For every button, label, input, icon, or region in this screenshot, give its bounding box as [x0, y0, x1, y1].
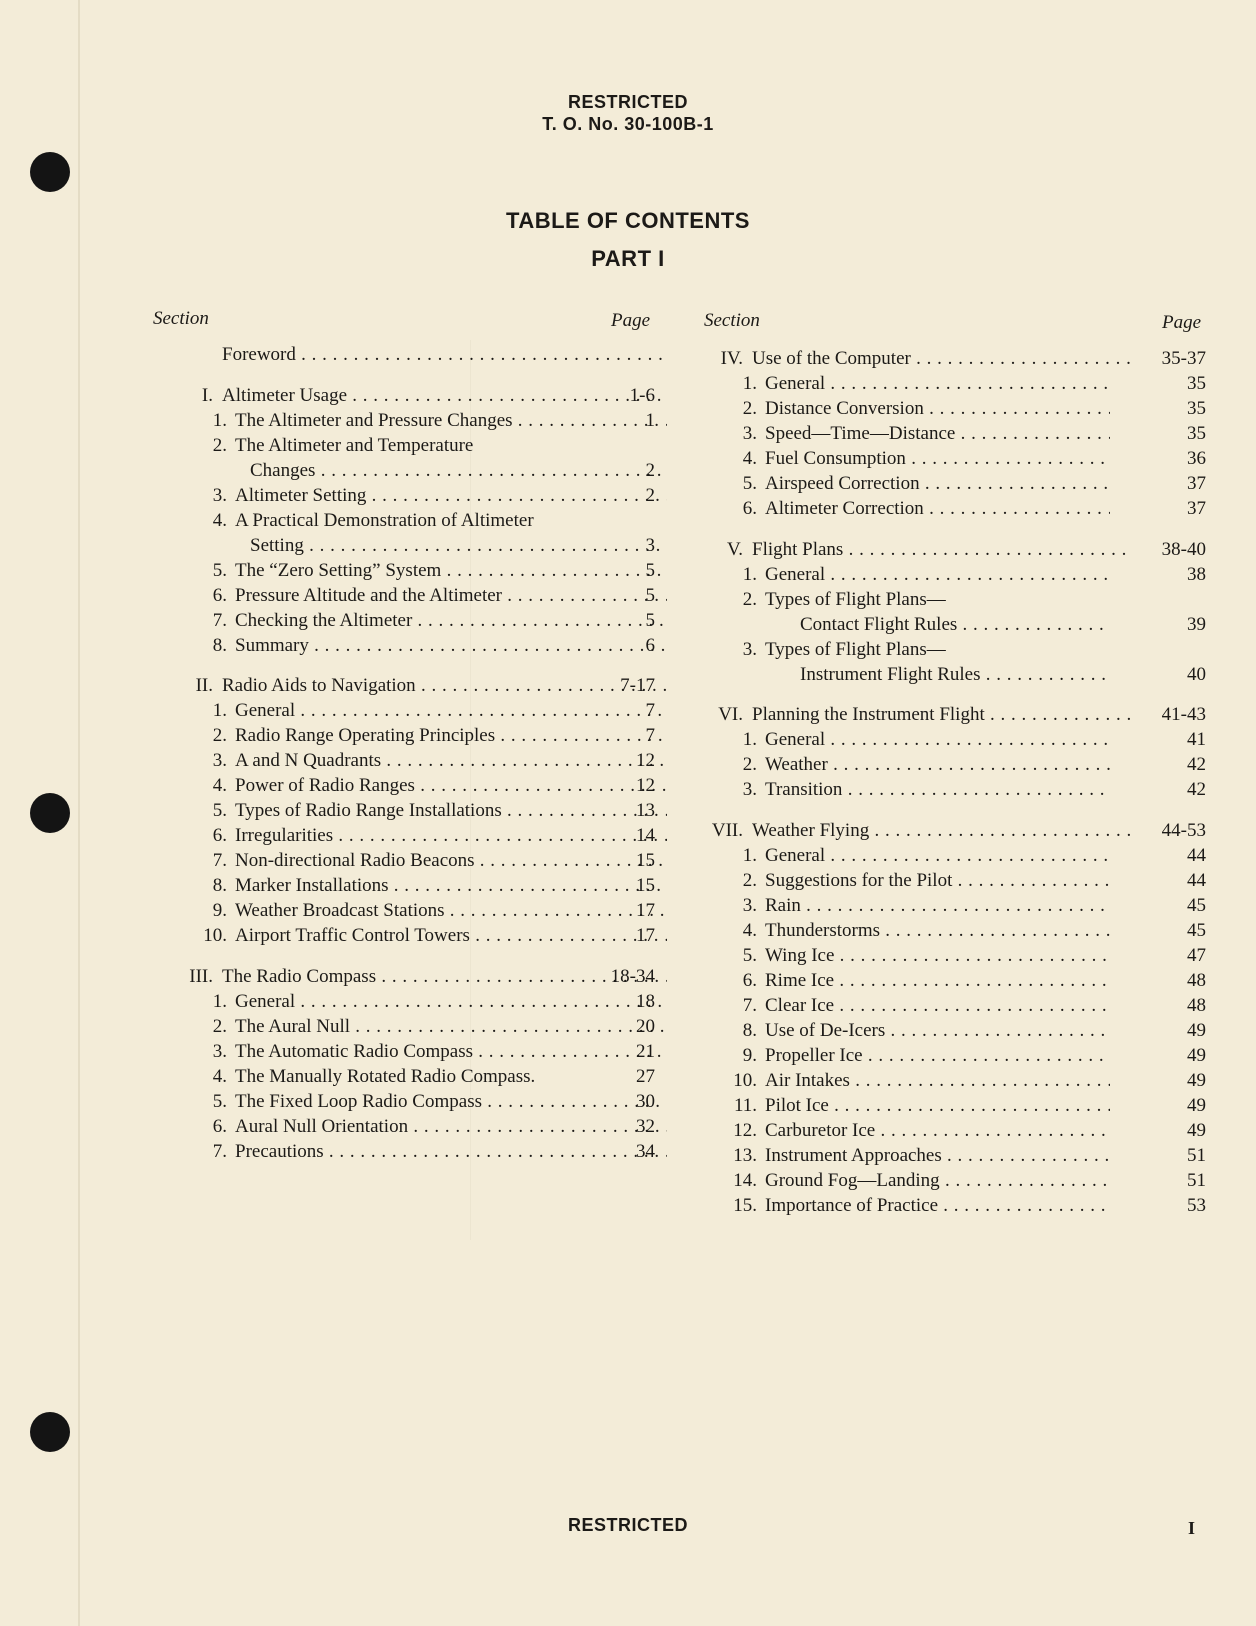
toc-entry	[150, 723, 655, 748]
section-title: Altimeter Usage . . .	[222, 383, 667, 408]
entry-page: 35	[1187, 423, 1206, 444]
toc-entry	[680, 843, 1206, 868]
toc-section-heading	[680, 537, 1206, 562]
section-numeral: I.	[201, 384, 213, 406]
entry-page: 37	[1187, 473, 1206, 494]
entry-number: 1.	[742, 373, 757, 394]
toc-entry	[680, 893, 1206, 918]
toc-section-heading	[150, 383, 655, 408]
entry-number: 13.	[733, 1144, 757, 1166]
entry-page: 44	[1187, 869, 1206, 891]
toc-entry	[150, 1139, 655, 1164]
entry-number: 2.	[212, 1015, 227, 1037]
entry-title-continued: Changes . . .	[250, 458, 667, 483]
entry-page: 12	[636, 750, 655, 771]
entry-number: 3.	[742, 638, 757, 660]
section-page-range: 44-53	[1161, 819, 1206, 841]
toc-section	[150, 383, 655, 658]
entry-number: 8.	[742, 1019, 757, 1041]
entry-page: 38	[1187, 563, 1206, 585]
entry-page: 42	[1187, 779, 1206, 800]
toc-entry	[150, 583, 655, 608]
entry-title: Non-directional Radio Beacons . . .	[235, 848, 667, 873]
section-page-range: 35-37	[1161, 348, 1206, 369]
toc-entry	[150, 1014, 655, 1039]
entry-title: Transition . . .	[765, 777, 1110, 802]
entry-page: 34	[636, 1140, 655, 1162]
section-page-range: 41-43	[1161, 704, 1206, 725]
entry-title: Instrument Approaches . . .	[765, 1143, 1110, 1168]
section-title: The Radio Compass . . .	[222, 964, 667, 989]
entry-title: Airspeed Correction . . .	[765, 471, 1110, 496]
entry-number: 4.	[742, 448, 757, 469]
entry-title: Speed—Time—Distance . . .	[765, 421, 1110, 446]
entry-page: 2	[645, 459, 655, 481]
toc-left-column	[150, 342, 655, 1179]
toc-entry	[150, 483, 655, 508]
toc-entry	[680, 1143, 1206, 1168]
header-document-number: T. O. No. 30-100B-1	[542, 114, 714, 134]
entry-page: 20	[636, 1015, 655, 1037]
entry-page: 45	[1187, 894, 1206, 916]
entry-page: 15	[636, 875, 655, 896]
entry-title: Rime Ice . . .	[765, 968, 1110, 993]
section-numeral: III.	[189, 965, 213, 987]
entry-title: The Aural Null . . .	[235, 1014, 667, 1039]
entry-number: 4.	[742, 919, 757, 941]
entry-number: 6.	[742, 498, 757, 519]
entry-page: 49	[1187, 1069, 1206, 1091]
entry-title: Suggestions for the Pilot . . .	[765, 868, 1110, 893]
toc-entry	[680, 1068, 1206, 1093]
entry-title: Altimeter Correction . . .	[765, 496, 1110, 521]
entry-page: 51	[1187, 1144, 1206, 1166]
toc-entry	[150, 748, 655, 773]
entry-page: 36	[1187, 448, 1206, 469]
entry-title: Propeller Ice . . .	[765, 1043, 1110, 1068]
entry-number: 9.	[742, 1044, 757, 1066]
toc-section-heading	[680, 818, 1206, 843]
entry-page: 51	[1187, 1169, 1206, 1191]
toc-section-heading	[150, 964, 655, 989]
toc-entry	[680, 993, 1206, 1018]
entry-title: Rain . . .	[765, 893, 1110, 918]
entry-page: 5	[645, 584, 655, 606]
toc-entry	[680, 727, 1206, 752]
entry-title: Thunderstorms . . .	[765, 918, 1110, 943]
entry-number: 14.	[733, 1169, 757, 1191]
entry-title: Precautions . . .	[235, 1139, 667, 1164]
entry-number: 7.	[212, 850, 227, 871]
entry-title: The Automatic Radio Compass . . .	[235, 1039, 667, 1064]
toc-entry	[150, 1039, 655, 1064]
toc-entry	[150, 848, 655, 873]
entry-number: 12.	[733, 1119, 757, 1141]
entry-title: Importance of Practice . . .	[765, 1193, 1110, 1218]
entry-number: 6.	[212, 1115, 227, 1137]
entry-number: 1.	[742, 563, 757, 585]
entry-number: 5.	[742, 944, 757, 966]
page-fold-line	[78, 0, 80, 1626]
entry-title: Wing Ice . . .	[765, 943, 1110, 968]
section-numeral: VII.	[711, 819, 743, 841]
toc-entry	[150, 989, 655, 1014]
section-numeral: VI.	[718, 704, 743, 725]
entry-number: 1.	[742, 729, 757, 750]
entry-page: 37	[1187, 498, 1206, 519]
entry-title: A Practical Demonstration of Altimeter	[235, 509, 534, 531]
entry-title: Weather . . .	[765, 752, 1110, 777]
entry-number: 6.	[212, 825, 227, 846]
entry-title: General . . .	[765, 843, 1110, 868]
entry-page: 7	[645, 700, 655, 721]
entry-title: The Fixed Loop Radio Compass . . .	[235, 1089, 667, 1114]
left-page-header: Page	[611, 310, 651, 331]
entry-page: 35	[1187, 398, 1206, 419]
entry-number: 5.	[212, 800, 227, 821]
section-title: Foreword . . .	[222, 342, 667, 367]
toc-entry	[680, 421, 1206, 446]
toc-section	[150, 964, 655, 1164]
toc-section-heading	[680, 702, 1206, 727]
entry-number: 3.	[212, 484, 227, 506]
section-page-range: 1-6	[629, 384, 655, 406]
entry-title: Use of De-Icers . . .	[765, 1018, 1110, 1043]
toc-entry	[150, 1064, 655, 1089]
toc-entry	[680, 471, 1206, 496]
entry-number: 3.	[742, 779, 757, 800]
entry-title: Altimeter Setting . . .	[235, 483, 667, 508]
entry-title: Carburetor Ice . . .	[765, 1118, 1110, 1143]
entry-title: Types of Radio Range Installations . . .	[235, 798, 667, 823]
entry-number: 2.	[212, 725, 227, 746]
entry-page: 39	[1187, 613, 1206, 635]
entry-page: 53	[1187, 1194, 1206, 1216]
entry-title: General . . .	[765, 727, 1110, 752]
toc-entry	[680, 968, 1206, 993]
entry-page: 5	[645, 559, 655, 581]
toc-entry	[680, 1168, 1206, 1193]
entry-number: 8.	[212, 634, 227, 656]
entry-title: The Manually Rotated Radio Compass.	[235, 1065, 536, 1087]
entry-title: Distance Conversion . . .	[765, 396, 1110, 421]
toc-entry	[150, 408, 655, 433]
entry-page: 21	[636, 1040, 655, 1062]
entry-number: 1.	[212, 990, 227, 1012]
entry-number: 3.	[742, 423, 757, 444]
entry-title-continued: Setting . . .	[250, 533, 667, 558]
entry-number: 6.	[212, 584, 227, 606]
entry-page: 15	[636, 850, 655, 871]
entry-number: 4.	[212, 1065, 227, 1087]
entry-number: 9.	[212, 900, 227, 921]
entry-number: 5.	[212, 1090, 227, 1112]
entry-number: 7.	[742, 994, 757, 1016]
toc-entry	[680, 1093, 1206, 1118]
section-numeral: V.	[726, 538, 743, 560]
entry-page: 32	[636, 1115, 655, 1137]
toc-entry	[150, 433, 655, 458]
entry-number: 2.	[742, 869, 757, 891]
entry-title: Ground Fog—Landing . . .	[765, 1168, 1110, 1193]
entry-number: 3.	[742, 894, 757, 916]
toc-entry	[680, 777, 1206, 802]
entry-number: 10.	[203, 925, 227, 946]
toc-entry	[150, 823, 655, 848]
entry-number: 7.	[212, 609, 227, 631]
footer-classification: RESTRICTED	[567, 1515, 688, 1535]
section-title: Planning the Instrument Flight . . .	[752, 702, 1130, 727]
entry-page: 27	[636, 1065, 655, 1087]
entry-title: Checking the Altimeter . . .	[235, 608, 667, 633]
entry-title: General . . .	[235, 989, 667, 1014]
entry-page: 48	[1187, 969, 1206, 991]
entry-title: Radio Range Operating Principles . . .	[235, 723, 667, 748]
entry-page: 44	[1187, 844, 1206, 866]
toc-entry	[680, 1193, 1206, 1218]
toc-entry	[150, 773, 655, 798]
entry-number: 3.	[212, 1040, 227, 1062]
toc-entry	[680, 637, 1206, 662]
binder-hole-middle	[30, 793, 70, 833]
entry-title: Fuel Consumption . . .	[765, 446, 1110, 471]
entry-page: 17	[636, 900, 655, 921]
entry-page: 47	[1187, 944, 1206, 966]
toc-entry	[150, 558, 655, 583]
entry-title-continued: Contact Flight Rules . . .	[800, 612, 1110, 637]
toc-entry-continuation	[150, 458, 655, 483]
entry-number: 11.	[733, 1094, 757, 1116]
entry-page: 13	[636, 800, 655, 821]
toc-entry	[150, 698, 655, 723]
entry-page: 49	[1187, 1094, 1206, 1116]
entry-page: 49	[1187, 1119, 1206, 1141]
toc-section-heading	[680, 346, 1206, 371]
toc-right-column	[680, 346, 1206, 1233]
toc-entry	[680, 1018, 1206, 1043]
entry-page: 41	[1187, 729, 1206, 750]
entry-number: 2.	[742, 588, 757, 610]
toc-section	[680, 818, 1206, 1218]
entry-page: 18	[636, 990, 655, 1012]
section-page-range: 7-17	[620, 675, 655, 696]
entry-number: 3.	[212, 750, 227, 771]
toc-entry	[150, 508, 655, 533]
entry-number: 4.	[212, 775, 227, 796]
entry-title: Types of Flight Plans—	[765, 638, 946, 660]
binder-hole-bottom	[30, 1412, 70, 1452]
entry-title: Aural Null Orientation . . .	[235, 1114, 667, 1139]
toc-entry	[150, 923, 655, 948]
entry-title: The Altimeter and Temperature	[235, 434, 474, 456]
entry-title-continued: Instrument Flight Rules . . .	[800, 662, 1110, 687]
toc-entry	[150, 608, 655, 633]
entry-title: Power of Radio Ranges . . .	[235, 773, 667, 798]
entry-title: Clear Ice . . .	[765, 993, 1110, 1018]
entry-number: 5.	[212, 559, 227, 581]
toc-entry	[680, 587, 1206, 612]
entry-title: General . . .	[235, 698, 667, 723]
right-section-header: Section	[704, 310, 760, 331]
toc-section	[150, 673, 655, 948]
section-page-range: 38-40	[1161, 538, 1206, 560]
section-title: Radio Aids to Navigation . . .	[222, 673, 667, 698]
section-numeral: II.	[195, 675, 213, 696]
toc-entry	[150, 633, 655, 658]
entry-title: Air Intakes . . .	[765, 1068, 1110, 1093]
toc-entry-continuation	[680, 662, 1206, 687]
entry-number: 2.	[742, 398, 757, 419]
entry-page: 35	[1187, 373, 1206, 394]
section-title: Use of the Computer . . .	[752, 346, 1130, 371]
entry-number: 1.	[212, 409, 227, 431]
entry-title: Irregularities . . .	[235, 823, 667, 848]
entry-number: 1.	[212, 700, 227, 721]
entry-title: Pilot Ice . . .	[765, 1093, 1110, 1118]
entry-number: 5.	[742, 473, 757, 494]
entry-page: 48	[1187, 994, 1206, 1016]
toc-entry-continuation	[150, 533, 655, 558]
toc-title: TABLE OF CONTENTS	[506, 208, 750, 233]
toc-section-heading	[150, 342, 655, 367]
entry-page: 12	[636, 775, 655, 796]
entry-number: 10.	[733, 1069, 757, 1091]
entry-page: 30	[636, 1090, 655, 1112]
toc-entry	[680, 446, 1206, 471]
entry-page: 2	[645, 484, 655, 506]
toc-section	[680, 537, 1206, 687]
toc-entry	[680, 371, 1206, 396]
toc-entry	[150, 1114, 655, 1139]
toc-entry	[150, 873, 655, 898]
toc-entry	[680, 562, 1206, 587]
entry-title: The “Zero Setting” System . . .	[235, 558, 667, 583]
entry-page: 14	[636, 825, 655, 846]
header-classification: RESTRICTED	[567, 92, 688, 112]
toc-entry	[150, 1089, 655, 1114]
entry-number: 15.	[733, 1194, 757, 1216]
entry-number: 6.	[742, 969, 757, 991]
toc-section	[680, 702, 1206, 802]
entry-page: 1	[645, 409, 655, 431]
entry-page: 42	[1187, 754, 1206, 775]
entry-number: 2.	[212, 434, 227, 456]
toc-entry	[680, 496, 1206, 521]
entry-title: Airport Traffic Control Towers . . .	[235, 923, 667, 948]
section-title: Flight Plans . . .	[752, 537, 1130, 562]
toc-entry	[150, 898, 655, 923]
toc-section	[150, 342, 655, 367]
toc-entry	[150, 798, 655, 823]
section-numeral: IV.	[720, 348, 743, 369]
toc-entry-continuation	[680, 612, 1206, 637]
left-section-header: Section	[153, 308, 209, 329]
entry-number: 4.	[212, 509, 227, 531]
toc-entry	[680, 1118, 1206, 1143]
section-page-range: 18-34	[610, 965, 655, 987]
toc-entry	[680, 396, 1206, 421]
section-title: Weather Flying . . .	[752, 818, 1130, 843]
entry-page: 3	[645, 534, 655, 556]
toc-entry	[680, 918, 1206, 943]
entry-title: Weather Broadcast Stations . . .	[235, 898, 667, 923]
entry-title: The Altimeter and Pressure Changes . . .	[235, 408, 667, 433]
toc-section	[680, 346, 1206, 521]
entry-number: 2.	[742, 754, 757, 775]
entry-page: 49	[1187, 1019, 1206, 1041]
toc-entry	[680, 1043, 1206, 1068]
toc-entry	[680, 868, 1206, 893]
entry-title: General . . .	[765, 371, 1110, 396]
toc-section-heading	[150, 673, 655, 698]
entry-page: 17	[636, 925, 655, 946]
entry-page: 6	[645, 634, 655, 656]
entry-page: 5	[645, 609, 655, 631]
entry-title: General . . .	[765, 562, 1110, 587]
entry-number: 8.	[212, 875, 227, 896]
toc-entry	[680, 752, 1206, 777]
toc-part: PART I	[591, 246, 665, 271]
entry-title: Pressure Altitude and the Altimeter . . .	[235, 583, 667, 608]
footer-page-number: I	[1188, 1518, 1196, 1538]
entry-number: 7.	[212, 1140, 227, 1162]
entry-title: Marker Installations . . .	[235, 873, 667, 898]
toc-entry	[680, 943, 1206, 968]
entry-page: 49	[1187, 1044, 1206, 1066]
entry-title: A and N Quadrants . . .	[235, 748, 667, 773]
right-page-header: Page	[1162, 312, 1202, 333]
entry-title: Types of Flight Plans—	[765, 588, 946, 610]
entry-page: 45	[1187, 919, 1206, 941]
entry-page: 7	[645, 725, 655, 746]
entry-page: 40	[1187, 663, 1206, 685]
entry-number: 1.	[742, 844, 757, 866]
binder-hole-top	[30, 152, 70, 192]
entry-title: Summary . . .	[235, 633, 667, 658]
